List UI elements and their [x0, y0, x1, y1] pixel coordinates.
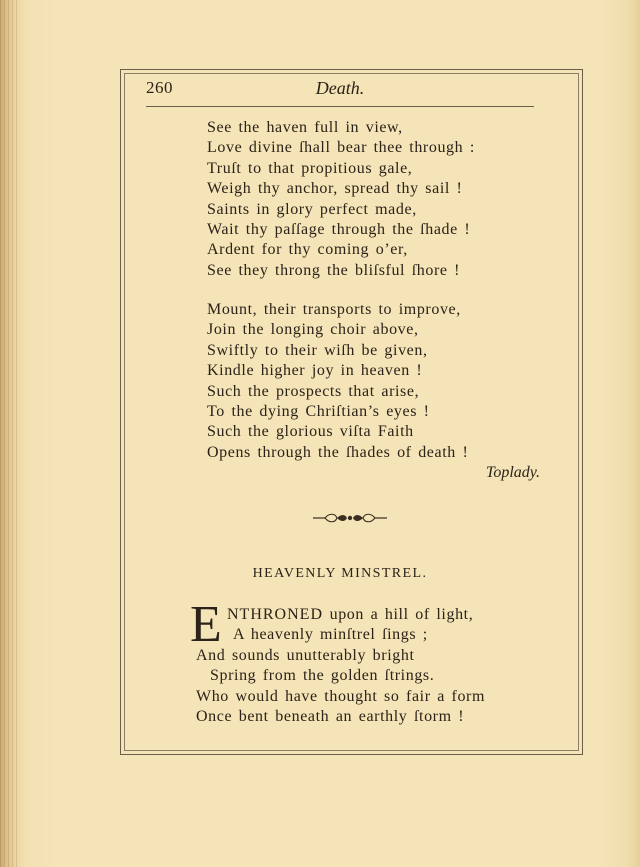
- poem-line: And sounds unutterably bright: [196, 646, 415, 664]
- poem-line: Such the prospects that arise,: [207, 382, 420, 400]
- poem-heavenly-minstrel: [190, 596, 520, 727]
- first-word-rest: NTHRONED: [227, 606, 323, 623]
- poem-line: Weigh thy anchor, spread thy sail !: [207, 180, 463, 198]
- poem-line: Love divine ſhall bear thee through :: [207, 139, 475, 157]
- poem-line: Swiftly to their wiſh be given,: [207, 341, 428, 359]
- author-attribution: Toplady.: [485, 464, 540, 481]
- first-line-tail: upon a hill of light,: [329, 606, 474, 623]
- poem-line: Wait thy paſſage through the ſhade !: [207, 221, 471, 239]
- poem-line: Truſt to that propitious gale,: [207, 159, 413, 177]
- page-header: [146, 78, 534, 100]
- poem-line: Once bent beneath an earthly ſtorm !: [196, 708, 465, 726]
- page-gutter: [0, 0, 20, 867]
- stanza-2: [207, 300, 477, 463]
- poem-line: Such the glorious viſta Faith: [207, 423, 414, 441]
- poem-line: See they throng the bliſsful ſhore !: [207, 261, 461, 279]
- poem-line: Saints in glory perfect made,: [207, 200, 417, 218]
- stanza-1: [207, 118, 477, 281]
- poem-line: Opens through the ſhades of death !: [207, 443, 469, 461]
- poem-line: To the dying Chriſtian’s eyes !: [207, 403, 430, 421]
- poem-line: See the haven full in view,: [207, 119, 403, 136]
- poem-first-line: [190, 605, 520, 625]
- poem-line: A heavenly minſtrel ſings ;: [233, 626, 428, 644]
- drop-cap: E: [190, 596, 222, 653]
- poem-line: Mount, their transports to improve,: [207, 301, 461, 318]
- poem-line: Who would have thought so fair a form: [196, 687, 486, 705]
- poem-line: Join the longing choir above,: [207, 321, 419, 339]
- poem-line: Ardent for thy coming o’er,: [207, 241, 408, 259]
- poem-line: Kindle higher joy in heaven !: [207, 362, 423, 380]
- running-title: Death.: [315, 78, 365, 98]
- fleuron-ornament-icon: [311, 511, 389, 525]
- header-rule: [146, 106, 534, 107]
- poem-line: Spring from the golden ſtrings.: [210, 667, 435, 685]
- poem-title: HEAVENLY MINSTREL.: [252, 566, 428, 581]
- page-number: 260: [146, 78, 173, 97]
